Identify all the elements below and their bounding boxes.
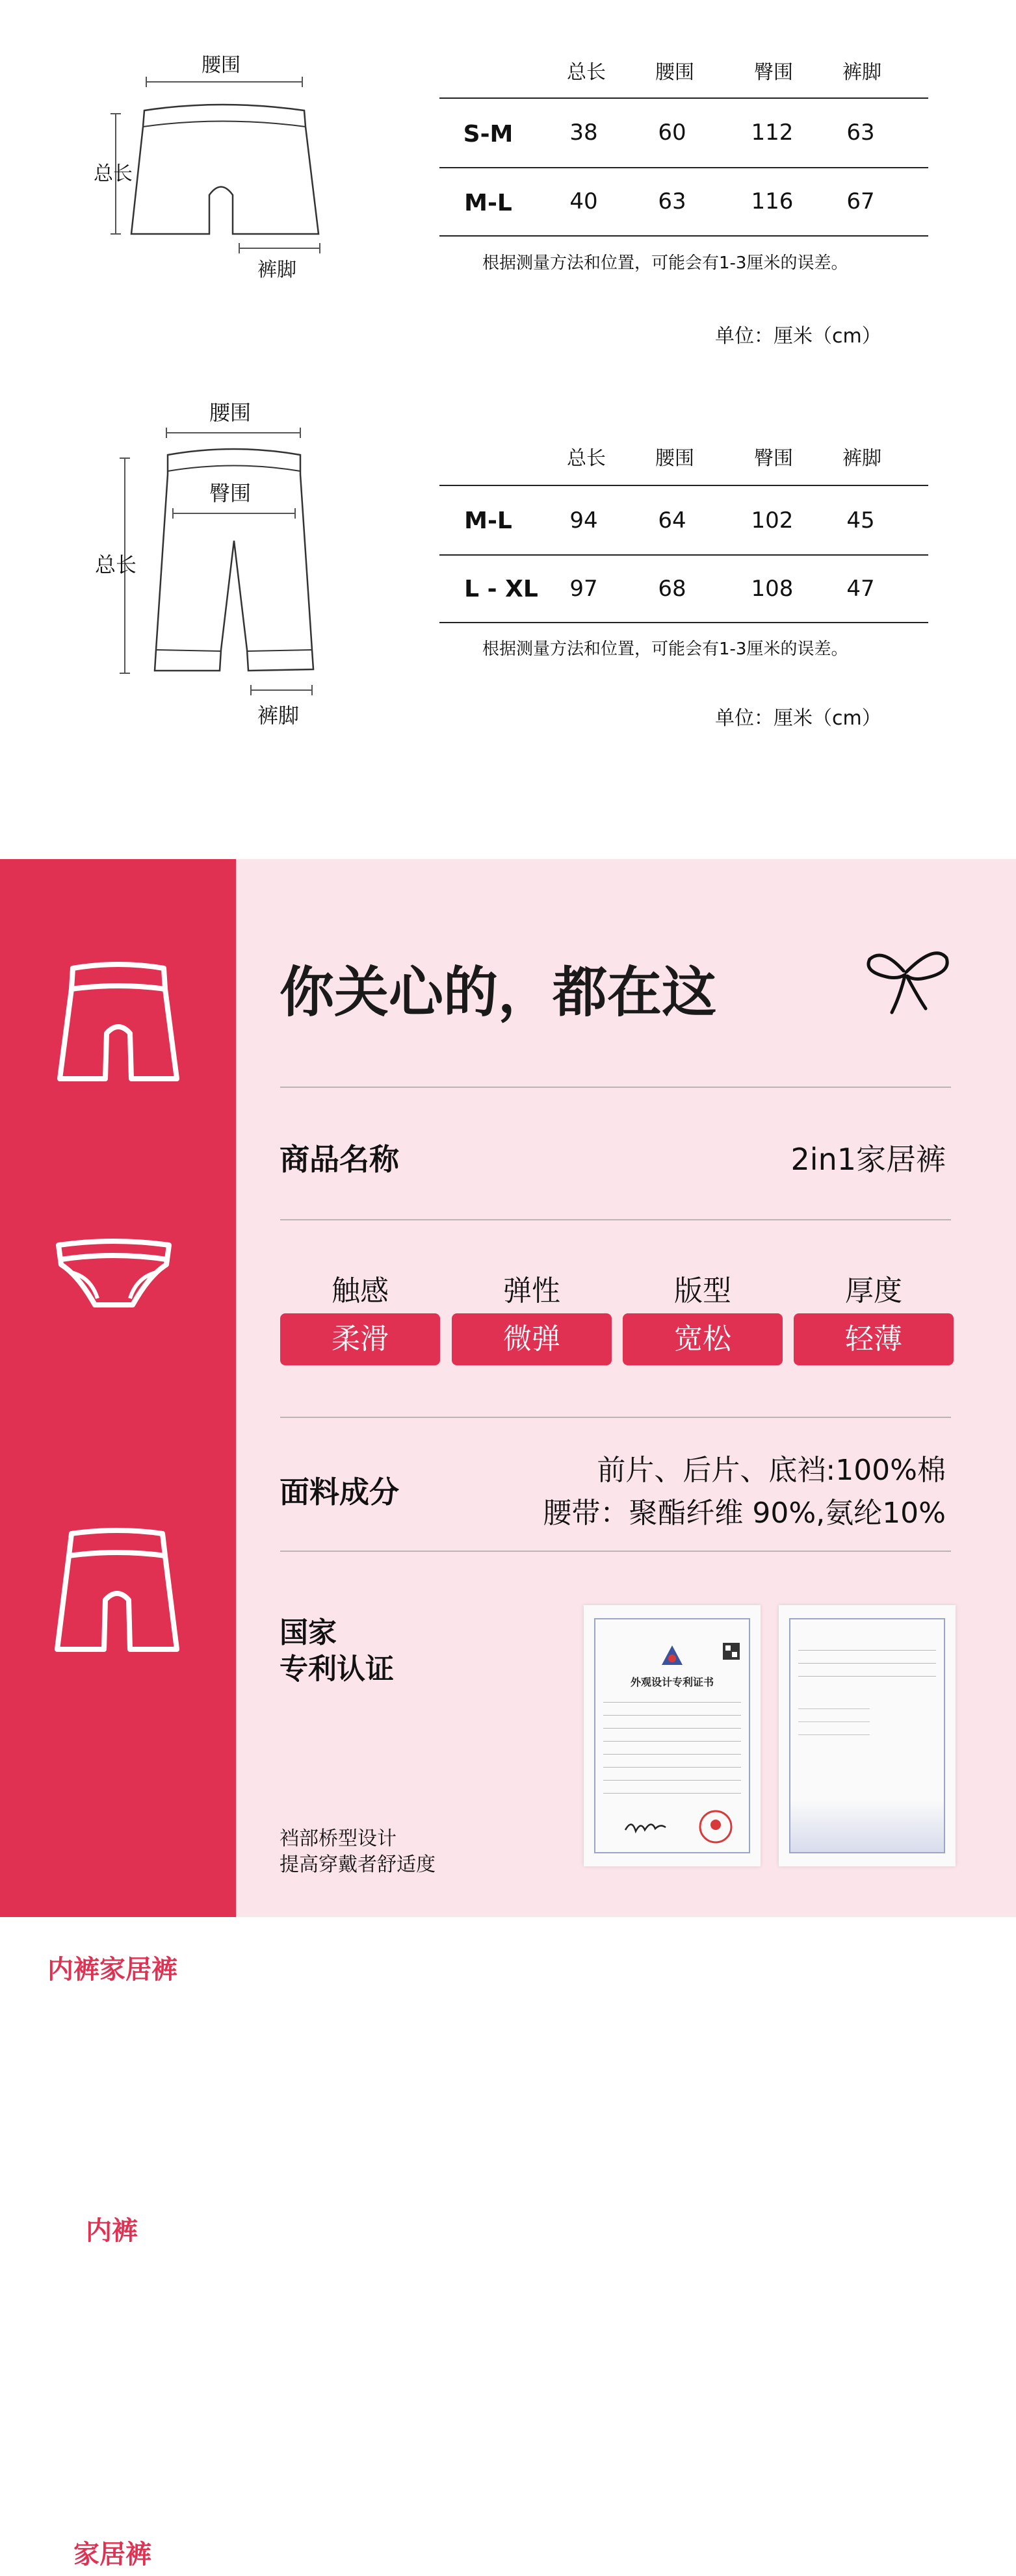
cell-hip: 108 <box>751 576 794 602</box>
cell-leg: 63 <box>846 120 875 146</box>
cell-waist: 63 <box>658 188 686 214</box>
diagram-length-label: 总长 <box>94 162 133 185</box>
header-length: 总长 <box>567 447 606 470</box>
diagram-hip-label: 臀围 <box>209 481 252 506</box>
feature-thickness-badge: 轻薄 <box>794 1313 954 1365</box>
patent-label-line-1: 国家 <box>280 1616 337 1649</box>
header-leg: 裤脚 <box>842 61 881 84</box>
measurement-note: 根据测量方法和位置，可能会有1-3厘米的误差。 <box>482 253 848 273</box>
feature-stretch-badge: 微弹 <box>452 1313 612 1365</box>
plus-sign: + <box>91 2267 146 2343</box>
patent-certificate-front <box>584 1605 761 1866</box>
certificate-text-lines <box>798 1644 936 1683</box>
cell-length: 40 <box>569 188 598 214</box>
diagram-waist-label: 腰围 <box>209 400 252 425</box>
official-seal-icon <box>698 1809 733 1844</box>
table-rule <box>439 485 928 486</box>
fabric-line-1: 前片、后片、底裆:100%棉 <box>597 1454 946 1487</box>
size-diagram-shorts <box>85 39 345 286</box>
cell-hip: 116 <box>751 188 794 214</box>
cell-leg: 45 <box>846 508 875 534</box>
briefs-label: 内裤 <box>52 2209 172 2252</box>
cell-leg: 47 <box>846 576 875 602</box>
header-hip: 臀围 <box>754 61 793 84</box>
page-title: 你关心的，都在这 <box>280 960 717 1024</box>
patent-emblem-icon <box>659 1643 685 1669</box>
table-rule <box>439 622 928 623</box>
cell-length: 38 <box>569 120 598 146</box>
fabric-label: 面料成分 <box>280 1475 399 1510</box>
header-waist: 腰围 <box>655 447 694 470</box>
diagram-leg-label: 裤脚 <box>257 703 300 728</box>
section-divider <box>280 1551 951 1552</box>
feature-fit-label: 版型 <box>674 1274 731 1307</box>
row-size: L - XL <box>464 576 538 602</box>
feature-stretch-label: 弹性 <box>503 1274 560 1307</box>
briefs-icon <box>52 1236 176 1320</box>
table-rule <box>439 554 928 556</box>
section-divider <box>280 1087 951 1088</box>
certificate-text-lines <box>798 1703 870 1742</box>
lounge-pants-label: 家居裤 <box>46 2533 179 2576</box>
row-size: S-M <box>463 121 514 148</box>
feature-touch-badge: 柔滑 <box>280 1313 440 1365</box>
product-name-value: 2in1家居裤 <box>790 1142 946 1177</box>
ribbon-bow-icon <box>863 941 954 1019</box>
diagram-length-label: 总长 <box>95 552 137 577</box>
section-divider <box>280 1417 951 1418</box>
product-name-label: 商品名称 <box>280 1142 399 1177</box>
cell-waist: 68 <box>658 576 686 602</box>
row-size: M-L <box>464 190 512 216</box>
header-hip: 臀围 <box>754 447 793 470</box>
measurement-note: 根据测量方法和位置，可能会有1-3厘米的误差。 <box>482 639 848 659</box>
shorts-icon <box>47 955 190 1085</box>
diagram-waist-label: 腰围 <box>202 54 241 77</box>
cell-length: 94 <box>569 508 598 534</box>
combo-product-label: 内裤家居裤 <box>21 1948 204 1991</box>
feature-fit-badge: 宽松 <box>623 1313 783 1365</box>
signature-icon <box>623 1817 668 1836</box>
qr-code-icon <box>723 1643 740 1660</box>
cell-length: 97 <box>569 576 598 602</box>
cell-leg: 67 <box>846 188 875 214</box>
certificate-title: 外观设计专利证书 <box>630 1676 714 1688</box>
header-waist: 腰围 <box>655 61 694 84</box>
table-rule <box>439 97 928 99</box>
unit-label: 单位：厘米（cm） <box>715 325 881 348</box>
patent-note-line-1: 裆部桥型设计 <box>280 1827 397 1850</box>
feature-touch-label: 触感 <box>332 1274 389 1307</box>
unit-label: 单位：厘米（cm） <box>715 707 881 730</box>
certificate-text-lines <box>603 1696 741 1800</box>
section-divider <box>280 1219 951 1220</box>
feature-thickness-label: 厚度 <box>845 1274 902 1307</box>
cell-waist: 64 <box>658 508 686 534</box>
cell-hip: 112 <box>751 120 794 146</box>
table-rule <box>439 167 928 168</box>
row-size: M-L <box>464 508 512 534</box>
lounge-pants-icon <box>46 1522 189 1658</box>
patent-label-line-2: 专利认证 <box>280 1653 394 1686</box>
size-diagram-pants <box>95 390 345 741</box>
equals-sign: = <box>86 2026 155 2075</box>
patent-certificate-back <box>779 1605 956 1866</box>
table-rule <box>439 235 928 237</box>
cell-hip: 102 <box>751 508 794 534</box>
diagram-leg-label: 裤脚 <box>257 259 296 281</box>
patent-note-line-2: 提高穿戴者舒适度 <box>280 1853 436 1876</box>
product-formula-sidebar <box>0 859 236 2570</box>
fabric-line-2: 腰带：聚酯纤维 90%,氨纶10% <box>543 1497 946 1530</box>
header-length: 总长 <box>567 61 606 84</box>
header-leg: 裤脚 <box>842 447 881 470</box>
cell-waist: 60 <box>658 120 686 146</box>
